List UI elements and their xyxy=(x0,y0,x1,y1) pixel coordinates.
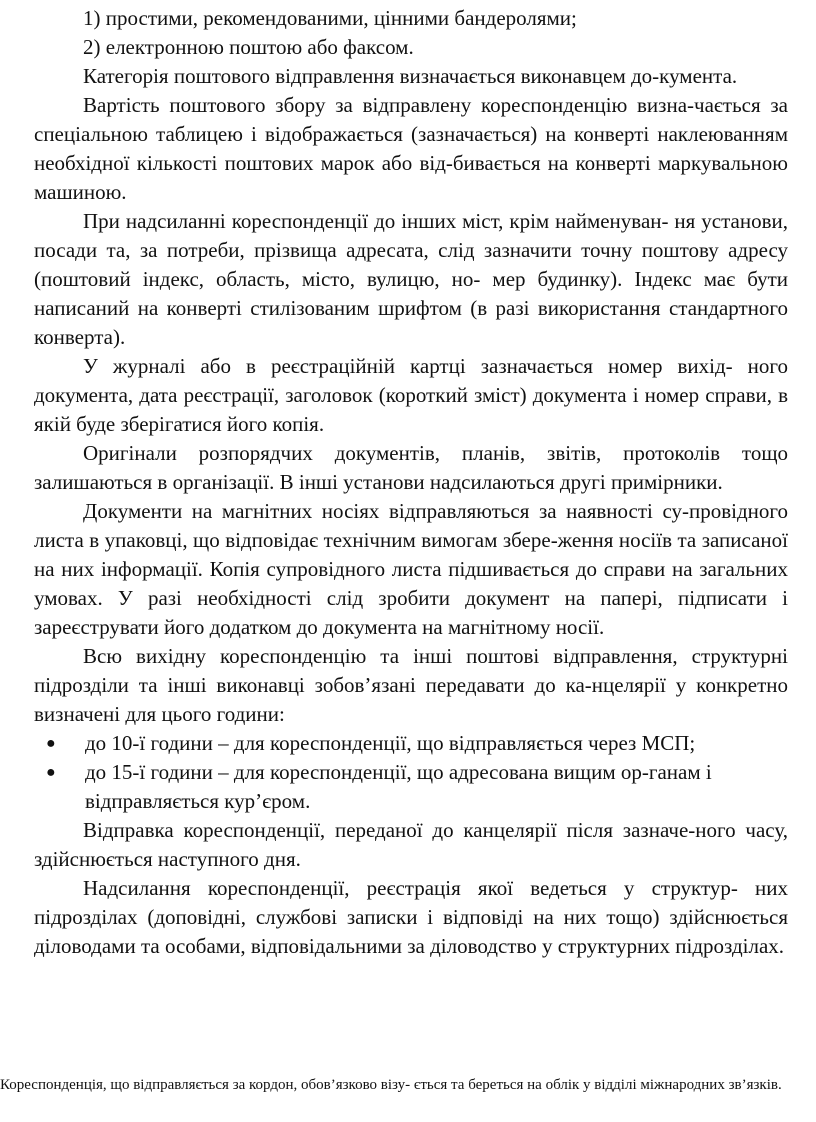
list-item-text: до 15-ї години – для кореспонденції, що адресована вищим ор-ганам і відправляється кур’єром. xyxy=(85,760,712,813)
paragraph-magnetic-media: Документи на магнітних носіях відправляються за наявності су-провідного листа в упаковці, що відповідає технічним вимогам збере-ження носіїв та записаної на них інформації. Копія супровідного листа підшивається до справи на загальних умовах. У разі необхідності слід зробити документ на папері, підписати і зареєструвати його додатком до документа на магнітному носії. xyxy=(34,499,788,639)
paragraph-originals: Оригінали розпорядчих документів, планів, звітів, протоколів тощо залишаються в організації. В інші установи надсилаються другі примірники. xyxy=(34,441,788,494)
list-line-2: 2) електронною поштою або факсом. xyxy=(83,35,414,59)
list-item xyxy=(34,758,788,816)
document-body xyxy=(34,4,788,961)
paragraph-address: При надсиланні кореспонденції до інших міст, крім найменуван- ня установи, посади та, за потреби, прізвища адресата, слід зазначити точну поштову адресу (поштовий індекс, область, місто, вулицю, но- мер будинку). Індекс має бути написаний на конверті стилізованим шрифтом (в разі використання стандартного конверта). xyxy=(34,209,788,349)
list-item-text: до 10-ї години – для кореспонденції, що відправляється через МСП; xyxy=(85,731,696,755)
paragraph-outgoing-hours: Всю вихідну кореспонденцію та інші поштові відправлення, структурні підрозділи та інші виконавці зобов’язані передавати до ка-нцелярії у конкретно визначені для цього години: xyxy=(34,644,788,726)
paragraph-postage-cost: Вартість поштового збору за відправлену кореспонденцію визна-чається за спеціальною таблицею і відображається (зазначається) на конверті наклеюванням необхідної кількості поштових марок або від-бивається на конверті маркувальною машиною. xyxy=(34,93,788,204)
bullet-icon: ● xyxy=(46,735,56,752)
paragraph-late-dispatch: Відправка кореспонденції, переданої до канцелярії після зазначе-ного часу, здійснюється наступного дня. xyxy=(34,818,788,871)
deadline-list xyxy=(34,729,788,816)
footnote: Кореспонденція, що відправляється за кордон, обов’язково візу- ється та береться на облік у відділі міжнародних зв’язків. xyxy=(0,1077,782,1093)
list-item xyxy=(34,729,788,758)
list-line-1: 1) простими, рекомендованими, цінними бандеролями; xyxy=(83,6,577,30)
bullet-icon: ● xyxy=(46,764,56,781)
paragraph-category: Категорія поштового відправлення визначається виконавцем до-кумента. xyxy=(83,64,738,88)
paragraph-subdivisions: Надсилання кореспонденції, реєстрація якої ведеться у структур- них підрозділах (доповідні, службові записки і відповіді на них тощо) здійснюється діловодами та особами, відповідальними за діловодство у структурних підрозділах. xyxy=(34,876,788,958)
paragraph-registration: У журналі або в реєстраційній картці зазначається номер вихід- ного документа, дата реєстрації, заголовок (короткий зміст) документа і номер справи, в якій буде зберігатися його копія. xyxy=(34,354,788,436)
